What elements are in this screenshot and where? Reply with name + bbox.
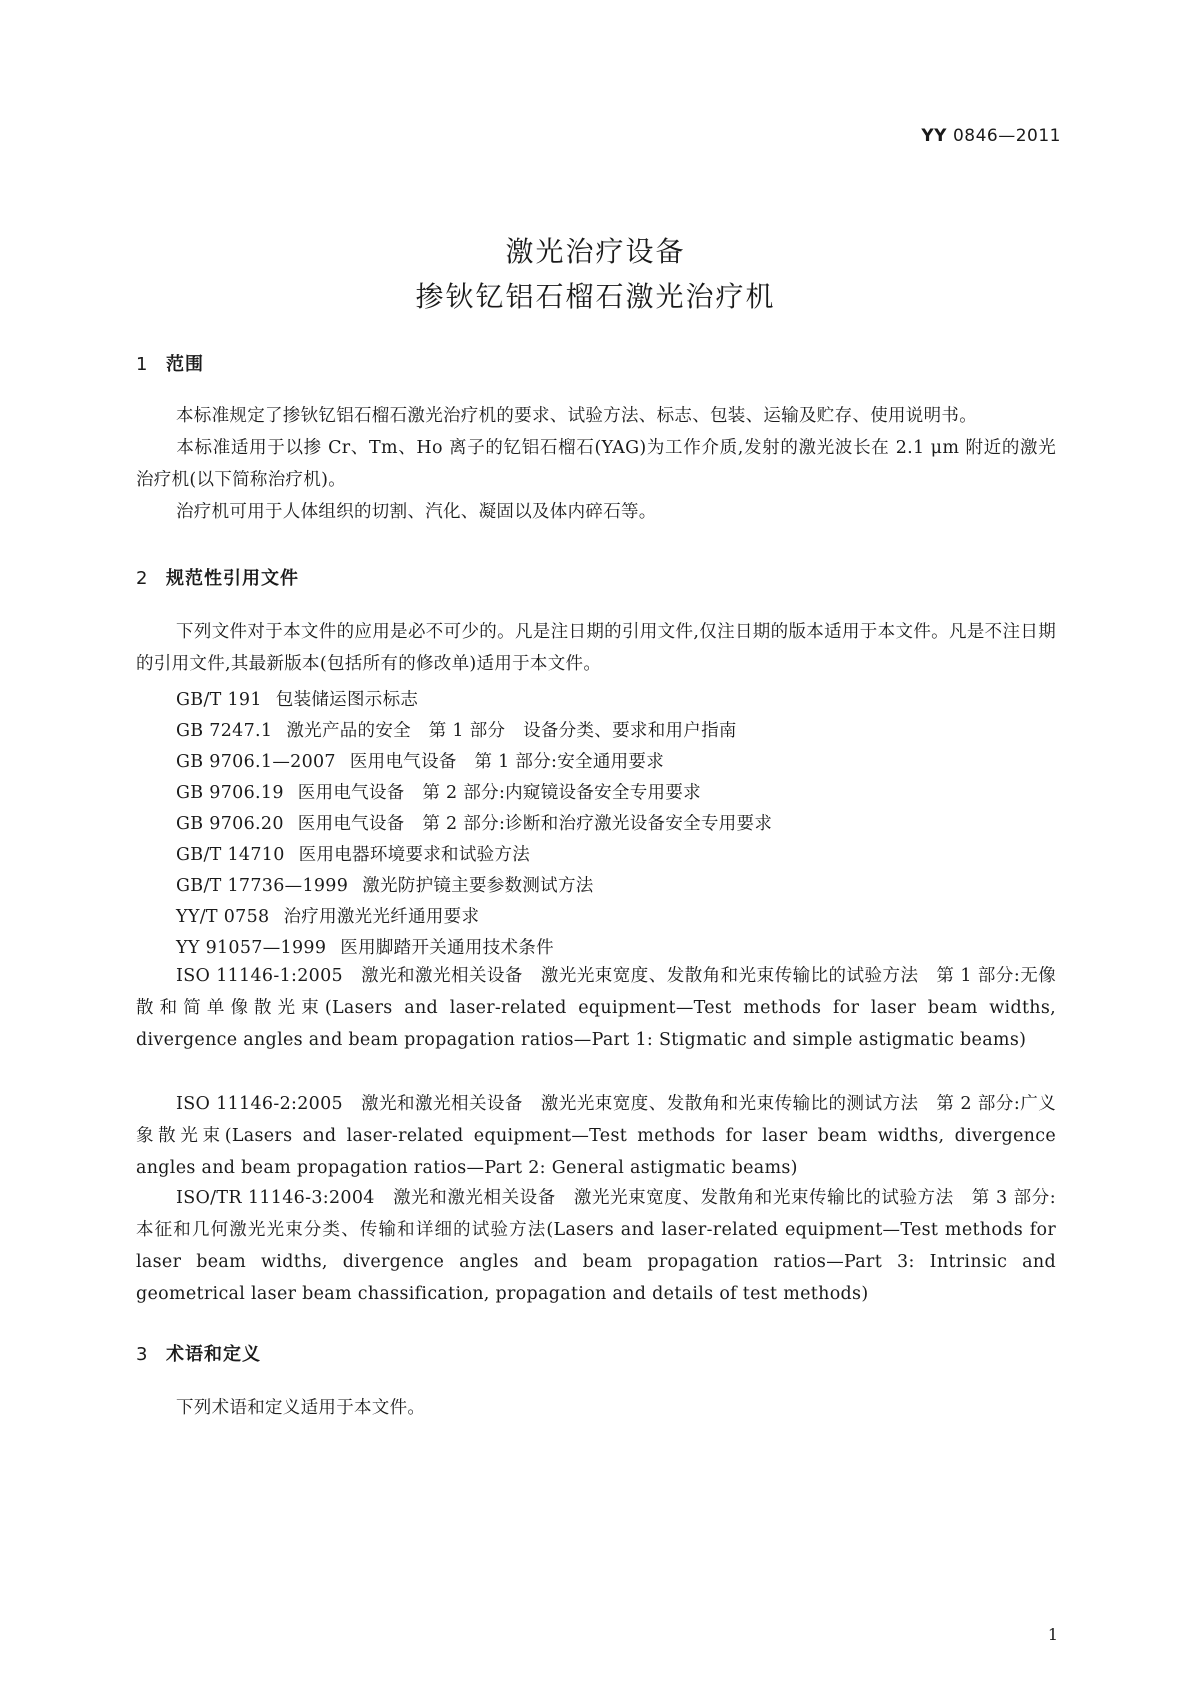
- reference-title: 治疗用激光光纤通用要求: [283, 907, 480, 927]
- section-number: 2: [136, 568, 149, 589]
- standard-prefix: YY: [921, 126, 947, 146]
- paragraph-text: ISO 11146-1:2005 激光和激光相关设备 激光光束宽度、发散角和光束传输比的试验方法 第 1 部分:无像散和简单像散光束(Lasers and laser-related equipment—Test methods for laser beam widths, divergence angles and beam propagation ratios—Part 1: Stigmatic and simple astigmatic beams): [136, 966, 1056, 1050]
- section-number: 3: [136, 1344, 149, 1365]
- reference-item: [176, 686, 418, 711]
- paragraph-text: 治疗机可用于人体组织的切割、汽化、凝固以及体内碎石等。: [176, 502, 657, 522]
- reference-iso-11146-2: [136, 1088, 1056, 1184]
- reference-code: GB/T 14710: [176, 845, 285, 865]
- paragraph-text: ISO/TR 11146-3:2004 激光和激光相关设备 激光光束宽度、发散角和光束传输比的试验方法 第 3 部分:本征和几何激光光束分类、传输和详细的试验方法(Lasers and laser-related equipment—Test methods for laser beam widths, divergence angles and beam propagation ratios—Part 3: Intrinsic and geometrical laser beam chassification, propagation and details of test methods): [136, 1188, 1056, 1304]
- paragraph-text: 本标准适用于以掺 Cr、Tm、Ho 离子的钇铝石榴石(YAG)为工作介质,发射的激光波长在 2.1 μm 附近的激光治疗机(以下简称治疗机)。: [136, 438, 1056, 490]
- section-title: 规范性引用文件: [166, 568, 299, 589]
- doc-title-line2: 掺钬钇铝石榴石激光治疗机: [415, 280, 776, 313]
- reference-title: 包装储运图示标志: [275, 690, 419, 710]
- paragraph-text: 下列术语和定义适用于本文件。: [176, 1398, 426, 1418]
- reference-iso-11146-3: [136, 1182, 1056, 1310]
- section-title: 术语和定义: [166, 1344, 261, 1365]
- standard-code: [921, 126, 1061, 146]
- paragraph-text: 下列文件对于本文件的应用是必不可少的。凡是注日期的引用文件,仅注日期的版本适用于本文件。凡是不注日期的引用文件,其最新版本(包括所有的修改单)适用于本文件。: [136, 622, 1056, 674]
- reference-code: YY/T 0758: [176, 907, 270, 927]
- reference-item: [176, 903, 479, 928]
- section-number: 1: [136, 354, 149, 375]
- paragraph-text: ISO 11146-2:2005 激光和激光相关设备 激光光束宽度、发散角和光束传输比的测试方法 第 2 部分:广义象散光束(Lasers and laser-related equipment—Test methods for laser beam widths, divergence angles and beam propagation ratios—Part 2: General astigmatic beams): [136, 1094, 1056, 1178]
- reference-item: [176, 934, 554, 959]
- reference-item: [176, 779, 701, 804]
- reference-code: GB/T 191: [176, 690, 262, 710]
- reference-code: GB/T 17736—1999: [176, 876, 349, 896]
- reference-code: GB 9706.19: [176, 783, 284, 803]
- doc-title-line1: 激光治疗设备: [505, 235, 686, 268]
- reference-title: 激光防护镜主要参数测试方法: [362, 876, 594, 896]
- section-title: 范围: [166, 354, 204, 375]
- reference-title: 医用电器环境要求和试验方法: [298, 845, 531, 865]
- reference-title: 医用电气设备 第 2 部分:诊断和治疗激光设备安全专用要求: [297, 814, 773, 834]
- reference-item: [176, 717, 737, 742]
- section-2-intro: [136, 616, 1056, 680]
- standard-number: 0846—2011: [952, 126, 1061, 146]
- section-1-paragraph-3: [136, 496, 1056, 528]
- reference-title: 激光产品的安全 第 1 部分 设备分类、要求和用户指南: [286, 721, 737, 741]
- reference-item: [176, 872, 594, 897]
- reference-code: GB 7247.1: [176, 721, 273, 741]
- reference-item: [176, 841, 530, 866]
- reference-title: 医用脚踏开关通用技术条件: [340, 938, 554, 958]
- reference-title: 医用电气设备 第 2 部分:内窥镜设备安全专用要求: [297, 783, 701, 803]
- reference-code: GB 9706.20: [176, 814, 284, 834]
- section-1-paragraph-1: [136, 400, 1056, 432]
- reference-code: GB 9706.1—2007: [176, 752, 336, 772]
- reference-item: [176, 810, 772, 835]
- reference-code: YY 91057—1999: [176, 938, 327, 958]
- reference-item: [176, 748, 664, 773]
- page-number: 1: [1047, 1625, 1058, 1644]
- section-1-heading: [136, 350, 204, 376]
- reference-title: 医用电气设备 第 1 部分:安全通用要求: [349, 752, 665, 772]
- section-3-paragraph-1: [136, 1392, 1056, 1424]
- section-1-paragraph-2: [136, 432, 1056, 496]
- section-2-heading: [136, 564, 299, 590]
- reference-iso-11146-1: [136, 960, 1056, 1056]
- section-3-heading: [136, 1340, 261, 1366]
- paragraph-text: 本标准规定了掺钬钇铝石榴石激光治疗机的要求、试验方法、标志、包装、运输及贮存、使用说明书。: [176, 406, 977, 426]
